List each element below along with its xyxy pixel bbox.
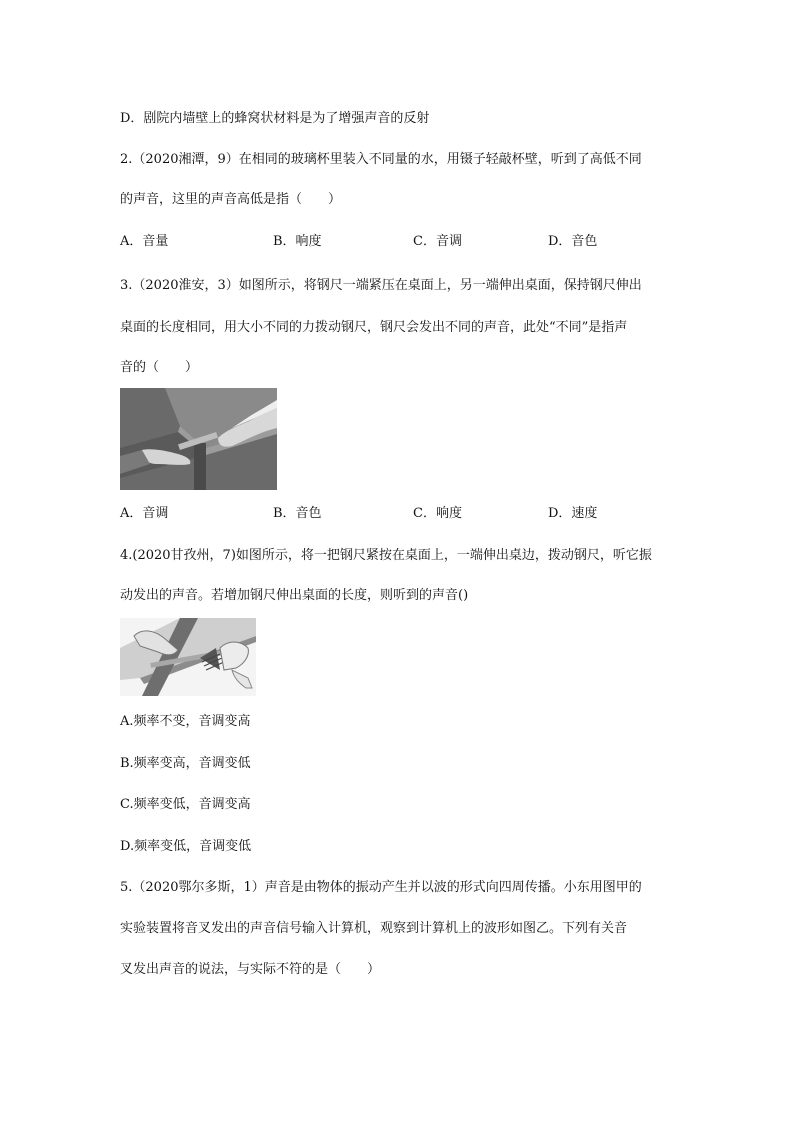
q3-stem-line2: 桌面的长度相同，用大小不同的力拨动钢尺，钢尺会发出不同的声音，此处“不同”是指声 <box>120 320 628 335</box>
q4-option-a: A.频率不变，音调变高 <box>120 714 251 729</box>
q3-option-b: B．音色 <box>273 506 322 521</box>
q2-option-d: D．音色 <box>548 234 598 249</box>
q3-option-d: D．速度 <box>548 506 598 521</box>
q5-stem-line2: 实验装置将音叉发出的声音信号输入计算机，观察到计算机上的波形如图乙。下列有关音 <box>120 921 628 936</box>
q2-option-a: A．音量 <box>120 234 169 249</box>
q3-option-a: A．音调 <box>120 506 169 521</box>
q2-stem-line1: 2.（2020湘潭，9）在相同的玻璃杯里装入不同量的水，用镊子轻敲杯壁，听到了高低不同 <box>120 152 642 167</box>
q4-option-b: B.频率变高，音调变低 <box>120 756 251 771</box>
q2-option-c: C．音调 <box>413 234 462 249</box>
q2-stem-line2: 的声音，这里的声音高低是指（ ） <box>120 192 342 207</box>
q5-stem-line1: 5.（2020鄂尔多斯，1）声音是由物体的振动产生并以波的形式向四周传播。小东用图甲的 <box>120 880 642 895</box>
q4-stem-line2: 动发出的声音。若增加钢尺伸出桌面的长度，则听到的声音() <box>120 588 469 603</box>
q2-option-b: B．响度 <box>273 234 322 249</box>
q3-stem-line3: 音的（ ） <box>120 360 199 375</box>
q4-option-d: D.频率变低，音调变低 <box>120 839 252 854</box>
q4-option-c: C.频率变低，音调变高 <box>120 797 251 812</box>
q4-figure-photo <box>120 618 256 696</box>
q5-stem-line3: 叉发出声音的说法，与实际不符的是（ ） <box>120 962 381 977</box>
q3-option-c: C．响度 <box>413 506 462 521</box>
q3-stem-line1: 3.（2020淮安，3）如图所示，将钢尺一端紧压在桌面上，另一端伸出桌面，保持钢尺伸出 <box>120 278 642 293</box>
q3-figure-photo <box>120 388 277 490</box>
q1-option-d: D．剧院内墙壁上的蜂窝状材料是为了增强声音的反射 <box>120 111 430 126</box>
q4-stem-line1: 4.(2020甘孜州，7)如图所示，将一把钢尺紧按在桌面上，一端伸出桌边，拨动钢尺，听它振 <box>120 548 652 563</box>
